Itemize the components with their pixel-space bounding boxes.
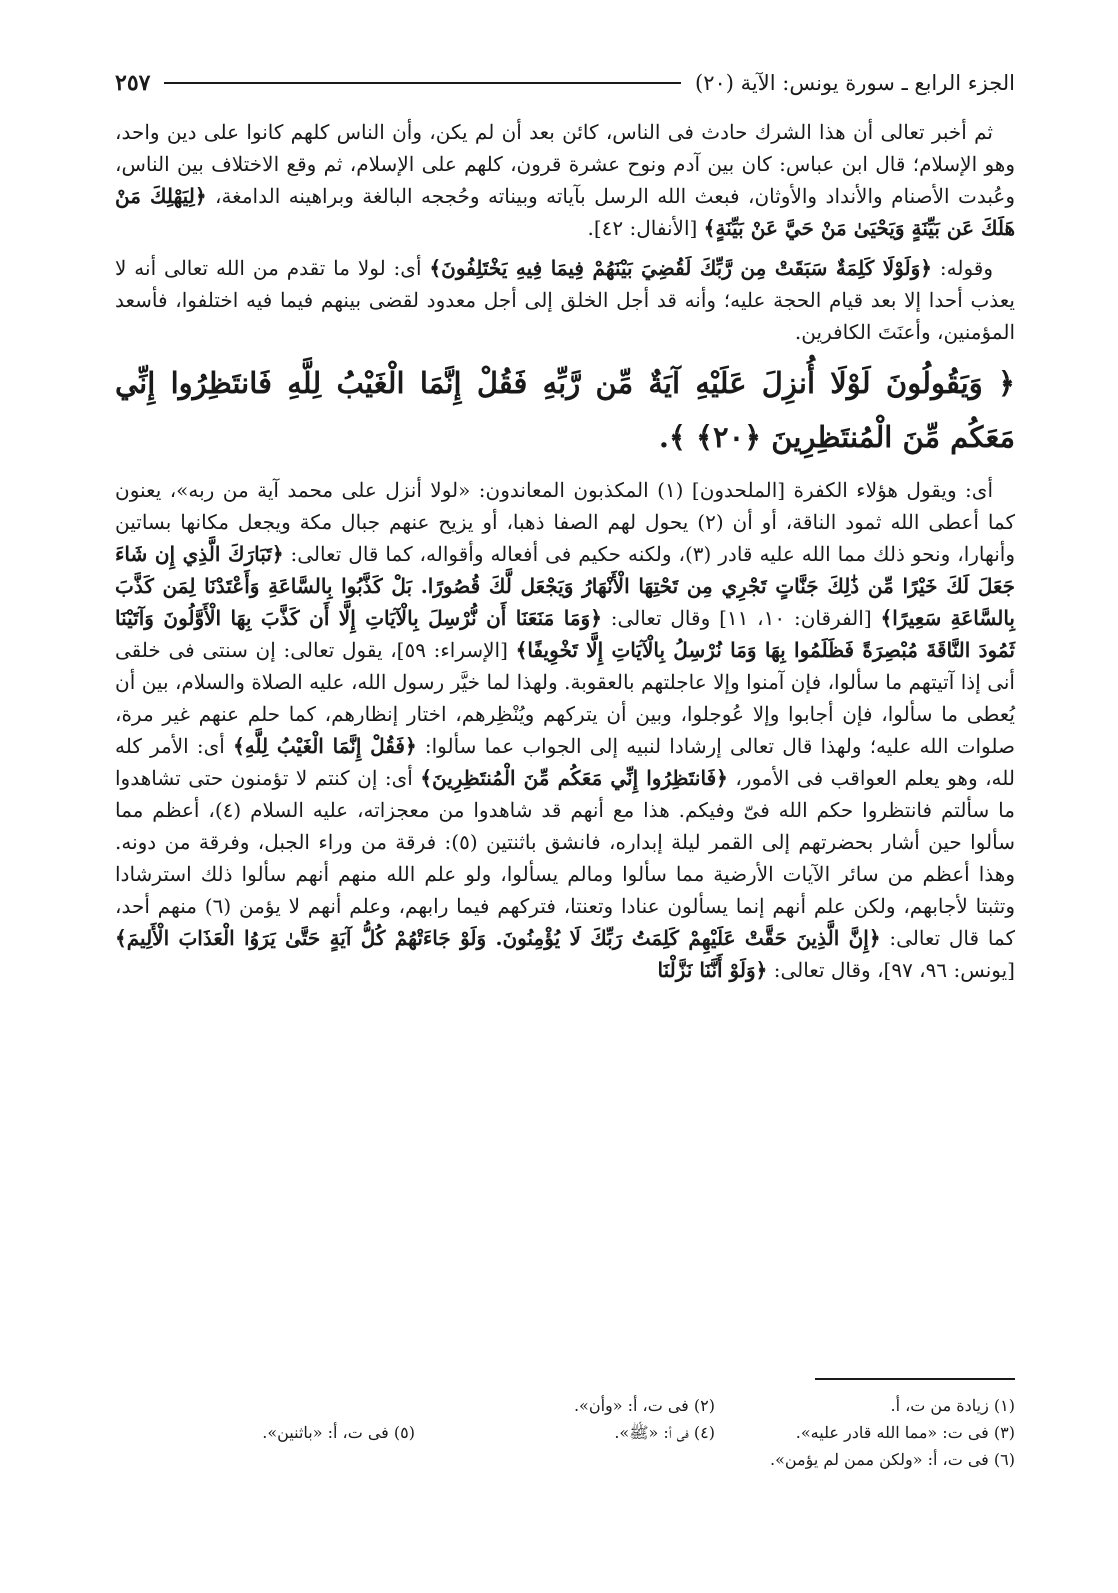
quran-quote: ﴿فَانتَظِرُوا إِنِّي مَعَكُم مِّنَ الْمُنتَظِرِينَ﴾: [420, 766, 728, 790]
paragraph: [115, 252, 1015, 348]
book-page: [115, 60, 1015, 1550]
page-number: ٢٥٧: [115, 70, 151, 96]
footnote: (٥) فى ت، أ: «باثنين».: [262, 1423, 415, 1442]
text-run: [يونس: ٩٦، ٩٧]، وقال تعالى:: [773, 958, 1015, 982]
text-run: أى: لولا ما تقدم من الله تعالى أنه لا يعذب أحدا إلا بعد قيام الحجة عليه؛ وأنه قد أجل الخلق إلى أجل معدود لقضى بينهم فيما فيه اختلفوا، فأسعد المؤمنين، وأعنَتَ الكافرين.: [115, 256, 1015, 344]
quran-quote: ﴿وَمَا مَنَعَنَا أَن نُّرْسِلَ بِالْآيَاتِ إِلَّا أَن كَذَّبَ بِهَا الْأَوَّلُونَ وَآتَيْنَا ثَمُودَ النَّاقَةَ مُبْصِرَةً فَظَلَمُوا بِهَا وَمَا نُرْسِلُ بِالْآيَاتِ إِلَّا تَخْوِيفًا﴾: [115, 606, 1015, 662]
footnotes: [115, 1392, 1015, 1473]
quran-quote: ﴿وَلَوْلَا كَلِمَةٌ سَبَقَتْ مِن رَّبِّكَ لَقُضِيَ بَيْنَهُمْ فِيمَا فِيهِ يَخْتَلِفُونَ﴾: [429, 256, 932, 280]
citation: [الأنفال: ٤٢].: [587, 216, 698, 240]
text-run: أى: إن كنتم لا تؤمنون حتى تشاهدوا ما سألتم فانتظروا حكم الله فىّ وفيكم. هذا مع أنهم قد شاهدوا من معجزاته، عليه السلام (٤)، أعظم مما سألوا حين أشار بحضرتهم إلى القمر ليلة إبداره، فانشق باثنتين (٥): فرقة من وراء الجبل، وفرقة من دونه. وهذا أعظم من سائر الآيات الأرضية مما سألوا ومالم يسألوا، ولو علم الله منهم أنهم سألوا ذلك استرشادا وتثبتا لأجابهم، ولكن علم أنهم إنما يسألون عنادا وتعنتا، فتركهم فيما رابهم، وعلم أنهم لا يؤمن (٦) منهم أحد، كما قال تعالى:: [115, 766, 1016, 950]
running-header: [115, 60, 1015, 106]
footnote-rule: [815, 1378, 1015, 1380]
footnote: (٣) فى ت: «مما الله قادر عليه».: [795, 1423, 1015, 1442]
footnote: (٦) فى ت، أ: «ولكن ممن لم يؤمن».: [769, 1450, 1015, 1469]
quran-quote: ﴿لِيَهْلِكَ مَنْ هَلَكَ عَن بَيِّنَةٍ وَيَحْيَىٰ مَنْ حَيَّ عَنْ بَيِّنَةٍ﴾: [115, 184, 1015, 240]
body-text: [115, 116, 1015, 986]
quran-quote: ﴿فَقُلْ إِنَّمَا الْغَيْبُ لِلَّهِ﴾: [232, 734, 417, 758]
footnote: (٤) فى أ: «ﷺ».: [614, 1423, 715, 1442]
verse-heading: ﴿ وَيَقُولُونَ لَوْلَا أُنزِلَ عَلَيْهِ آيَةٌ مِّن رَّبِّهِ فَقُلْ إِنَّمَا الْغَيْبُ لِلَّهِ فَانتَظِرُوا إِنِّي مَعَكُم مِّنَ الْمُنتَظِرِينَ ﴿٢٠﴾ ﴾.: [115, 366, 1015, 454]
text-run: وقوله:: [939, 256, 993, 280]
text-run: أى: ويقول هؤلاء الكفرة [الملحدون] (١) المكذبون المعاندون: «لولا أنزل على محمد آية من ربه»، يعنون كما أعطى الله ثمود الناقة، أو أن (٢) يحول لهم الصفا ذهبا، أو يزيح عنهم جبال مكة ويجعل مكانها بساتين وأنهارا، ونحو ذلك مما الله عليه قادر (٣)، ولكنه حكيم فى أفعاله وأقواله، كما قال تعالى:: [115, 478, 1015, 566]
text-run: أى: الأمر كله لله، وهو يعلم العواقب فى الأمور،: [115, 734, 1015, 790]
text-run: [الإسراء: ٥٩]، يقول تعالى: إن سنتى فى خلقى أنى إذا آتيتهم ما سألوا، فإن آمنوا وإلا عاجلتهم بالعقوبة. ولهذا لما خيَّر رسول الله، عليه الصلاة والسلام، بين أن يُعطى ما سألوا، فإن أجابوا وإلا عُوجلوا، وبين أن يتركهم ويُنْظِرهم، اختار إنظارهم، كما حلم عنهم غير مرة، صلوات الله عليه؛ ولهذا قال تعالى إرشادا لنبيه إلى الجواب عما سألوا:: [115, 638, 1015, 758]
text-run: [الفرقان: ١٠، ١١] وقال تعالى:: [610, 606, 872, 630]
footnote-row: [115, 1419, 1015, 1446]
footnote: (١) زيادة من ت، أ.: [890, 1396, 1015, 1415]
quran-quote: ﴿وَلَوْ أَنَّنَا نَزَّلْنَا: [657, 958, 768, 982]
text-run: ثم أخبر تعالى أن هذا الشرك حادث فى الناس، كائن بعد أن لم يكن، وأن الناس كلهم كانوا على دين واحد، وهو الإسلام؛ قال ابن عباس: كان بين آدم ونوح عشرة قرون، كلهم على الإسلام، ثم وقع الاختلاف بين الناس، وعُبدت الأصنام والأنداد والأوثان، فبعث الله الرسل بآياته وبيناته وحُججه البالغة وبراهينه الدامغة،: [115, 120, 1015, 208]
footnote-row: [115, 1392, 1015, 1419]
running-title: الجزء الرابع ـ سورة يونس: الآية (٢٠): [695, 71, 1015, 95]
paragraph: [115, 474, 1015, 986]
footnote: (٢) فى ت، أ: «وأن».: [573, 1396, 715, 1415]
quran-quote: ﴿إِنَّ الَّذِينَ حَقَّتْ عَلَيْهِمْ كَلِمَتُ رَبِّكَ لَا يُؤْمِنُونَ. وَلَوْ جَاءَتْهُمْ كُلُّ آيَةٍ حَتَّىٰ يَرَوُا الْعَذَابَ الْأَلِيمَ﴾: [115, 926, 881, 950]
quran-quote: ﴿تَبَارَكَ الَّذِي إِن شَاءَ جَعَلَ لَكَ خَيْرًا مِّن ذَٰلِكَ جَنَّاتٍ تَجْرِي مِن تَحْتِهَا الْأَنْهَارُ وَيَجْعَل لَّكَ قُصُورًا. بَلْ كَذَّبُوا بِالسَّاعَةِ وَأَعْتَدْنَا لِمَن كَذَّبَ بِالسَّاعَةِ سَعِيرًا﴾: [115, 542, 1015, 630]
paragraph: [115, 116, 1015, 244]
footnote-row: [115, 1446, 1015, 1473]
header-rule: [164, 82, 681, 84]
